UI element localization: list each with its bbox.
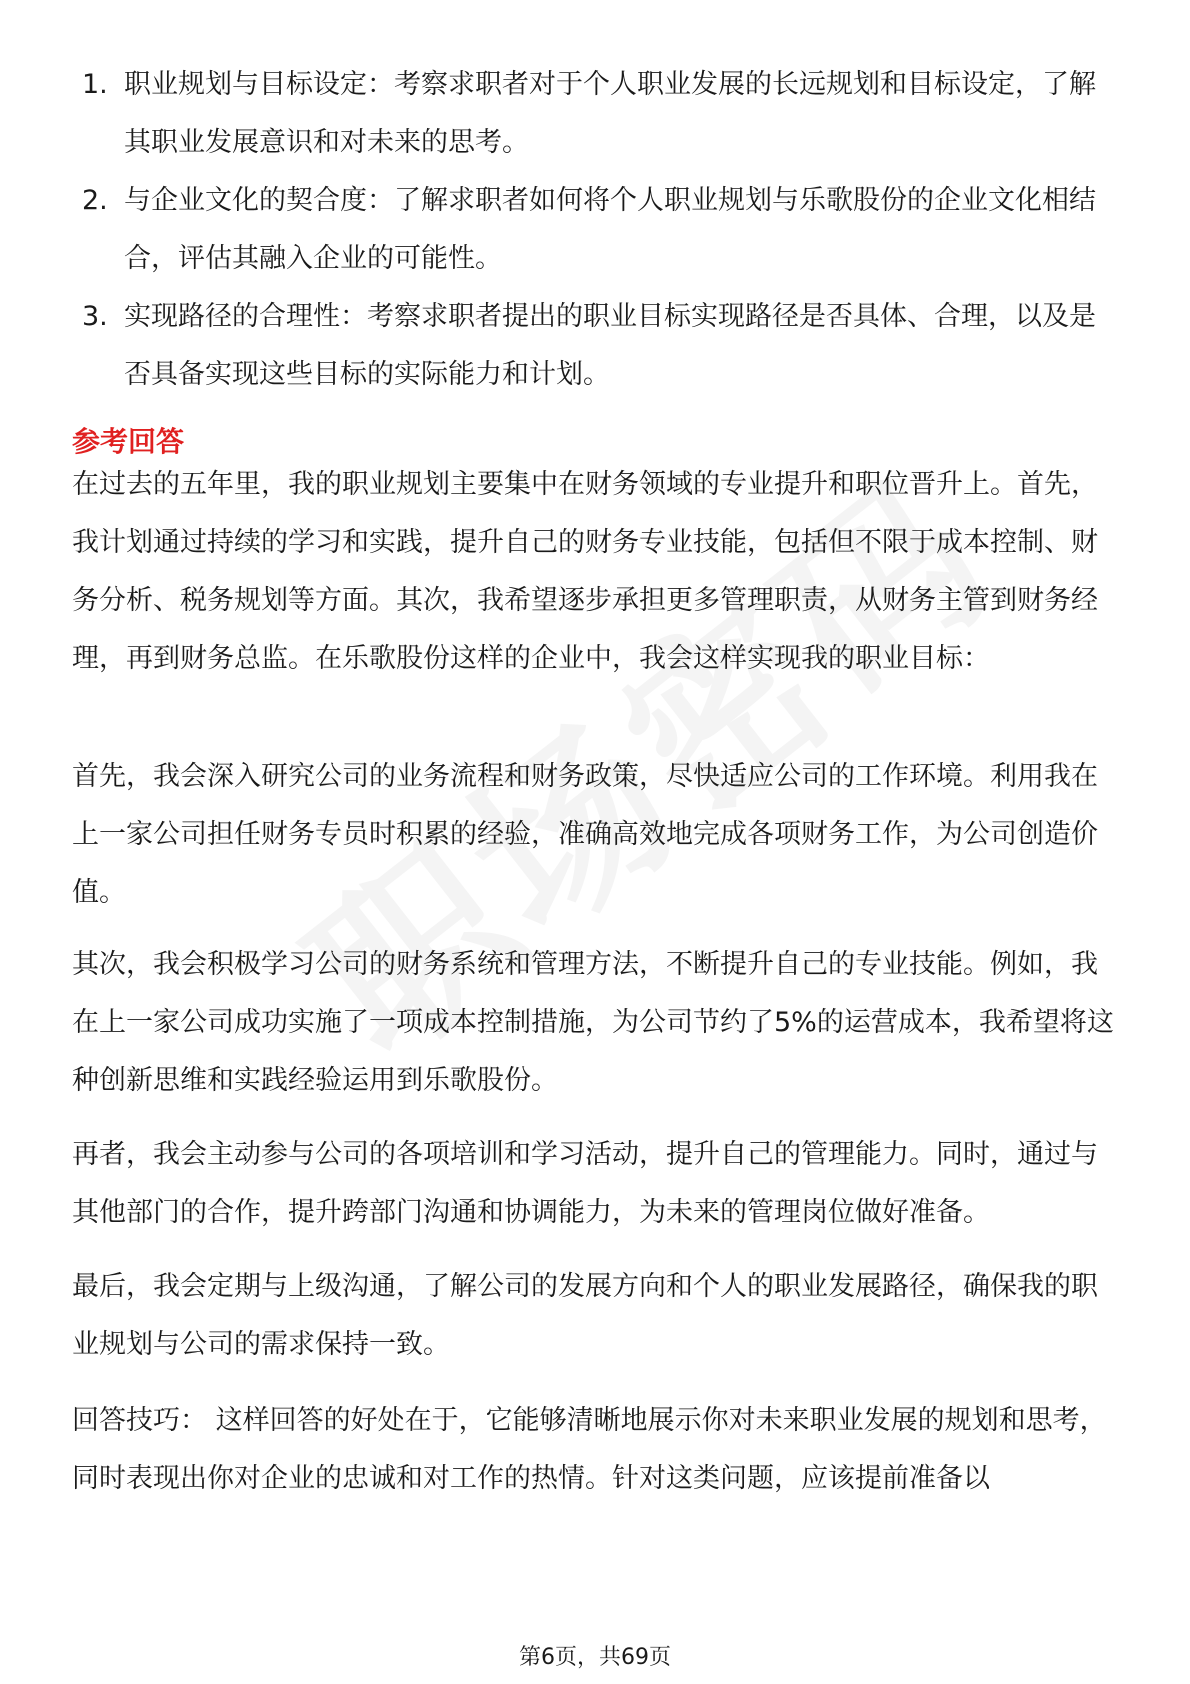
list-number: 1. — [82, 69, 108, 100]
list-text: 实现路径的合理性：考察求职者提出的职业目标实现路径是否具体、合理，以及是否具备实现这些目标的实际能力和计划。 — [124, 301, 1096, 390]
criteria-item — [72, 56, 1122, 172]
section-title: 参考回答 — [72, 425, 185, 458]
answer-paragraph: 再者，我会主动参与公司的各项培训和学习活动，提升自己的管理能力。同时，通过与其他部门的合作，提升跨部门沟通和协调能力，为未来的管理岗位做好准备。 — [72, 1139, 1098, 1228]
list-number: 2. — [82, 185, 108, 216]
answer-paragraph: 首先，我会深入研究公司的业务流程和财务政策，尽快适应公司的工作环境。利用我在上一家公司担任财务专员时积累的经验，准确高效地完成各项财务工作，为公司创造价值。 — [72, 761, 1098, 908]
criteria-list — [72, 56, 1122, 404]
list-text: 职业规划与目标设定：考察求职者对于个人职业发展的长远规划和目标设定，了解其职业发展意识和对未来的思考。 — [124, 69, 1096, 158]
tips-paragraph: 回答技巧： 这样回答的好处在于，它能够清晰地展示你对未来职业发展的规划和思考，同时表现出你对企业的忠诚和对工作的热情。针对这类问题，应该提前准备以 — [72, 1405, 1107, 1494]
list-text: 与企业文化的契合度：了解求职者如何将个人职业规划与乐歌股份的企业文化相结合，评估其融入企业的可能性。 — [124, 185, 1096, 274]
list-number: 3. — [82, 301, 108, 332]
criteria-item — [72, 172, 1122, 288]
answer-paragraph: 在过去的五年里，我的职业规划主要集中在财务领域的专业提升和职位晋升上。首先，我计划通过持续的学习和实践，提升自己的财务专业技能，包括但不限于成本控制、财务分析、税务规划等方面。其次，我希望逐步承担更多管理职责，从财务主管到财务经理，再到财务总监。在乐歌股份这样的企业中，我会这样实现我的职业目标： — [72, 469, 1098, 674]
answer-paragraph: 最后，我会定期与上级沟通，了解公司的发展方向和个人的职业发展路径，确保我的职业规划与公司的需求保持一致。 — [72, 1271, 1098, 1360]
criteria-item — [72, 288, 1122, 404]
page-footer: 第6页，共69页 — [519, 1645, 671, 1670]
answer-paragraph: 其次，我会积极学习公司的财务系统和管理方法，不断提升自己的专业技能。例如，我在上一家公司成功实施了一项成本控制措施，为公司节约了5%的运营成本，我希望将这种创新思维和实践经验运用到乐歌股份。 — [72, 949, 1114, 1096]
